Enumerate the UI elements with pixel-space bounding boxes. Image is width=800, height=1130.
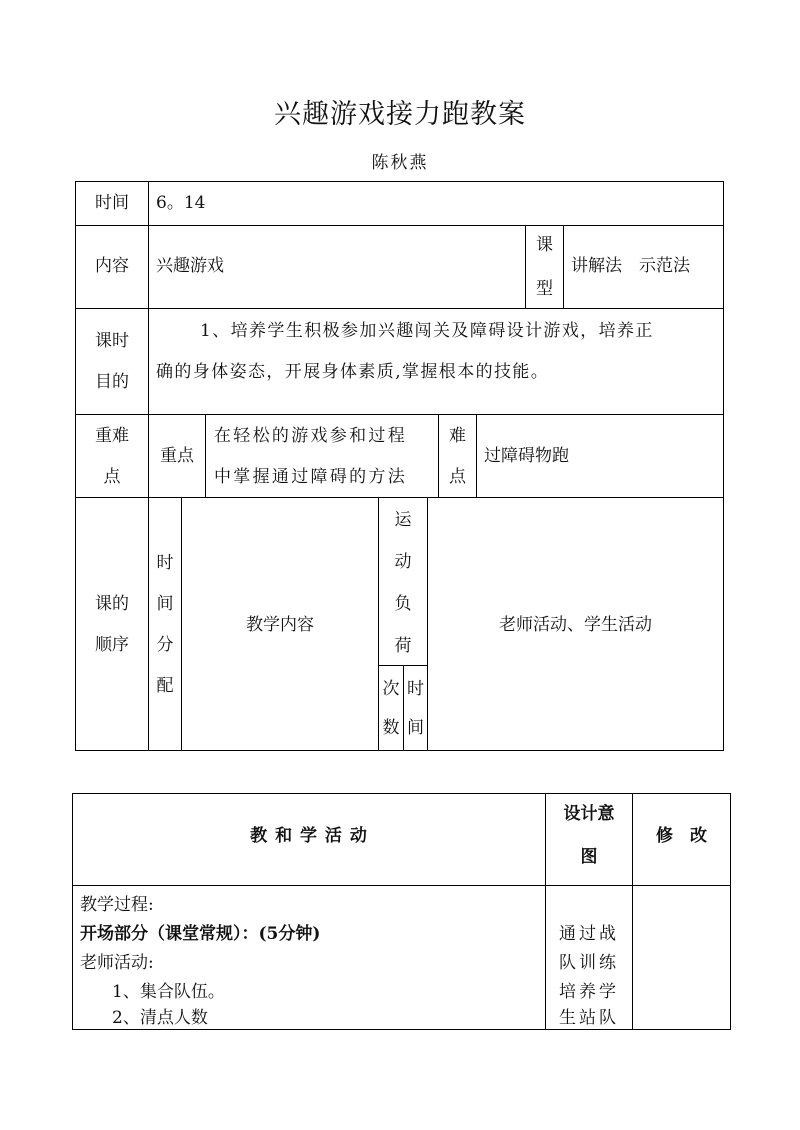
header-revise: 修 改 <box>656 826 707 846</box>
design-text-2: 队训练 <box>559 953 619 973</box>
design-text-3: 培养学 <box>559 982 619 1002</box>
header-design-1: 设计意 <box>563 804 615 824</box>
goal-label-2: 目的 <box>95 372 129 392</box>
goal-line-2: 确的身体姿态，开展身体素质,掌握根本的技能。 <box>156 362 550 382</box>
exercise-load-label-3: 负 <box>394 594 412 614</box>
t2-border-right <box>730 793 731 1030</box>
lesson-type-label-1: 课 <box>536 235 553 255</box>
activity-label: 老师活动、学生活动 <box>499 615 652 635</box>
hard-point-label-1: 难 <box>449 426 466 446</box>
key-point-label: 重点 <box>160 446 194 466</box>
difficulty-label-1: 重难 <box>95 426 129 446</box>
count-label-2: 数 <box>382 718 400 738</box>
design-text-4: 生站队 <box>559 1008 619 1028</box>
difficulty-label-2: 点 <box>103 467 121 487</box>
time-label: 时间 <box>95 193 129 213</box>
t1-border-top <box>75 181 724 182</box>
teaching-content-label: 教学内容 <box>246 615 314 635</box>
key-point-line-2: 中掌握通过障碍的方法 <box>214 467 407 487</box>
t1-row5-div-d <box>403 665 404 750</box>
header-design-2: 图 <box>580 847 598 867</box>
exercise-load-label-2: 动 <box>394 552 412 572</box>
lesson-type-label-2: 型 <box>536 279 553 299</box>
t1-row4-div-c <box>476 414 477 497</box>
t1-row4-div-a <box>205 414 206 497</box>
time-alloc-label-3: 分 <box>156 635 174 655</box>
goal-label-1: 课时 <box>95 331 129 351</box>
duration-label-2: 间 <box>407 718 424 738</box>
sequence-label-1: 课的 <box>95 594 129 614</box>
header-activity: 教 和 学 活 动 <box>250 826 368 846</box>
time-alloc-label-4: 配 <box>156 676 174 696</box>
t1-label-divider <box>148 181 149 751</box>
list-item: 1、集合队伍。 <box>112 982 225 1002</box>
t1-rule-3 <box>75 414 724 415</box>
sequence-label-2: 顺序 <box>95 635 129 655</box>
page-title: 兴趣游戏接力跑教案 <box>274 99 526 130</box>
hard-point-label-2: 点 <box>449 467 466 487</box>
t1-rule-1 <box>75 225 724 226</box>
t1-row2-div-b <box>563 225 564 308</box>
design-text-1: 通过战 <box>559 924 619 944</box>
key-point-line-1: 在轻松的游戏参和过程 <box>214 426 407 446</box>
count-label-1: 次 <box>382 679 400 699</box>
author-name: 陈秋燕 <box>371 153 429 173</box>
duration-label-1: 时 <box>407 679 424 699</box>
t1-border-bottom <box>75 750 724 751</box>
time-alloc-label-2: 间 <box>156 594 174 614</box>
t1-rule-2 <box>75 308 724 309</box>
goal-line-1: 1、培养学生积极参加兴趣闯关及障碍设计游戏，培养正 <box>200 321 654 341</box>
content-value: 兴趣游戏 <box>156 256 224 276</box>
time-alloc-label-1: 时 <box>156 553 174 573</box>
content-label: 内容 <box>95 256 129 276</box>
t1-row5-div-b <box>378 497 379 750</box>
time-value: 6。14 <box>156 193 206 213</box>
t1-rule-4 <box>75 497 724 498</box>
t1-border-right <box>723 181 724 751</box>
hard-point-value: 过障碍物跑 <box>484 446 569 466</box>
exercise-load-label-4: 荷 <box>394 636 412 656</box>
process-label: 教学过程: <box>80 895 154 915</box>
lesson-type-value: 讲解法 示范法 <box>571 256 690 276</box>
teacher-activity-label: 老师活动: <box>80 953 154 973</box>
exercise-load-label-1: 运 <box>394 510 412 530</box>
opening-section: 开场部分（课堂常规）：(5分钟) <box>80 924 321 944</box>
list-item: 2、清点人数 <box>112 1008 208 1028</box>
